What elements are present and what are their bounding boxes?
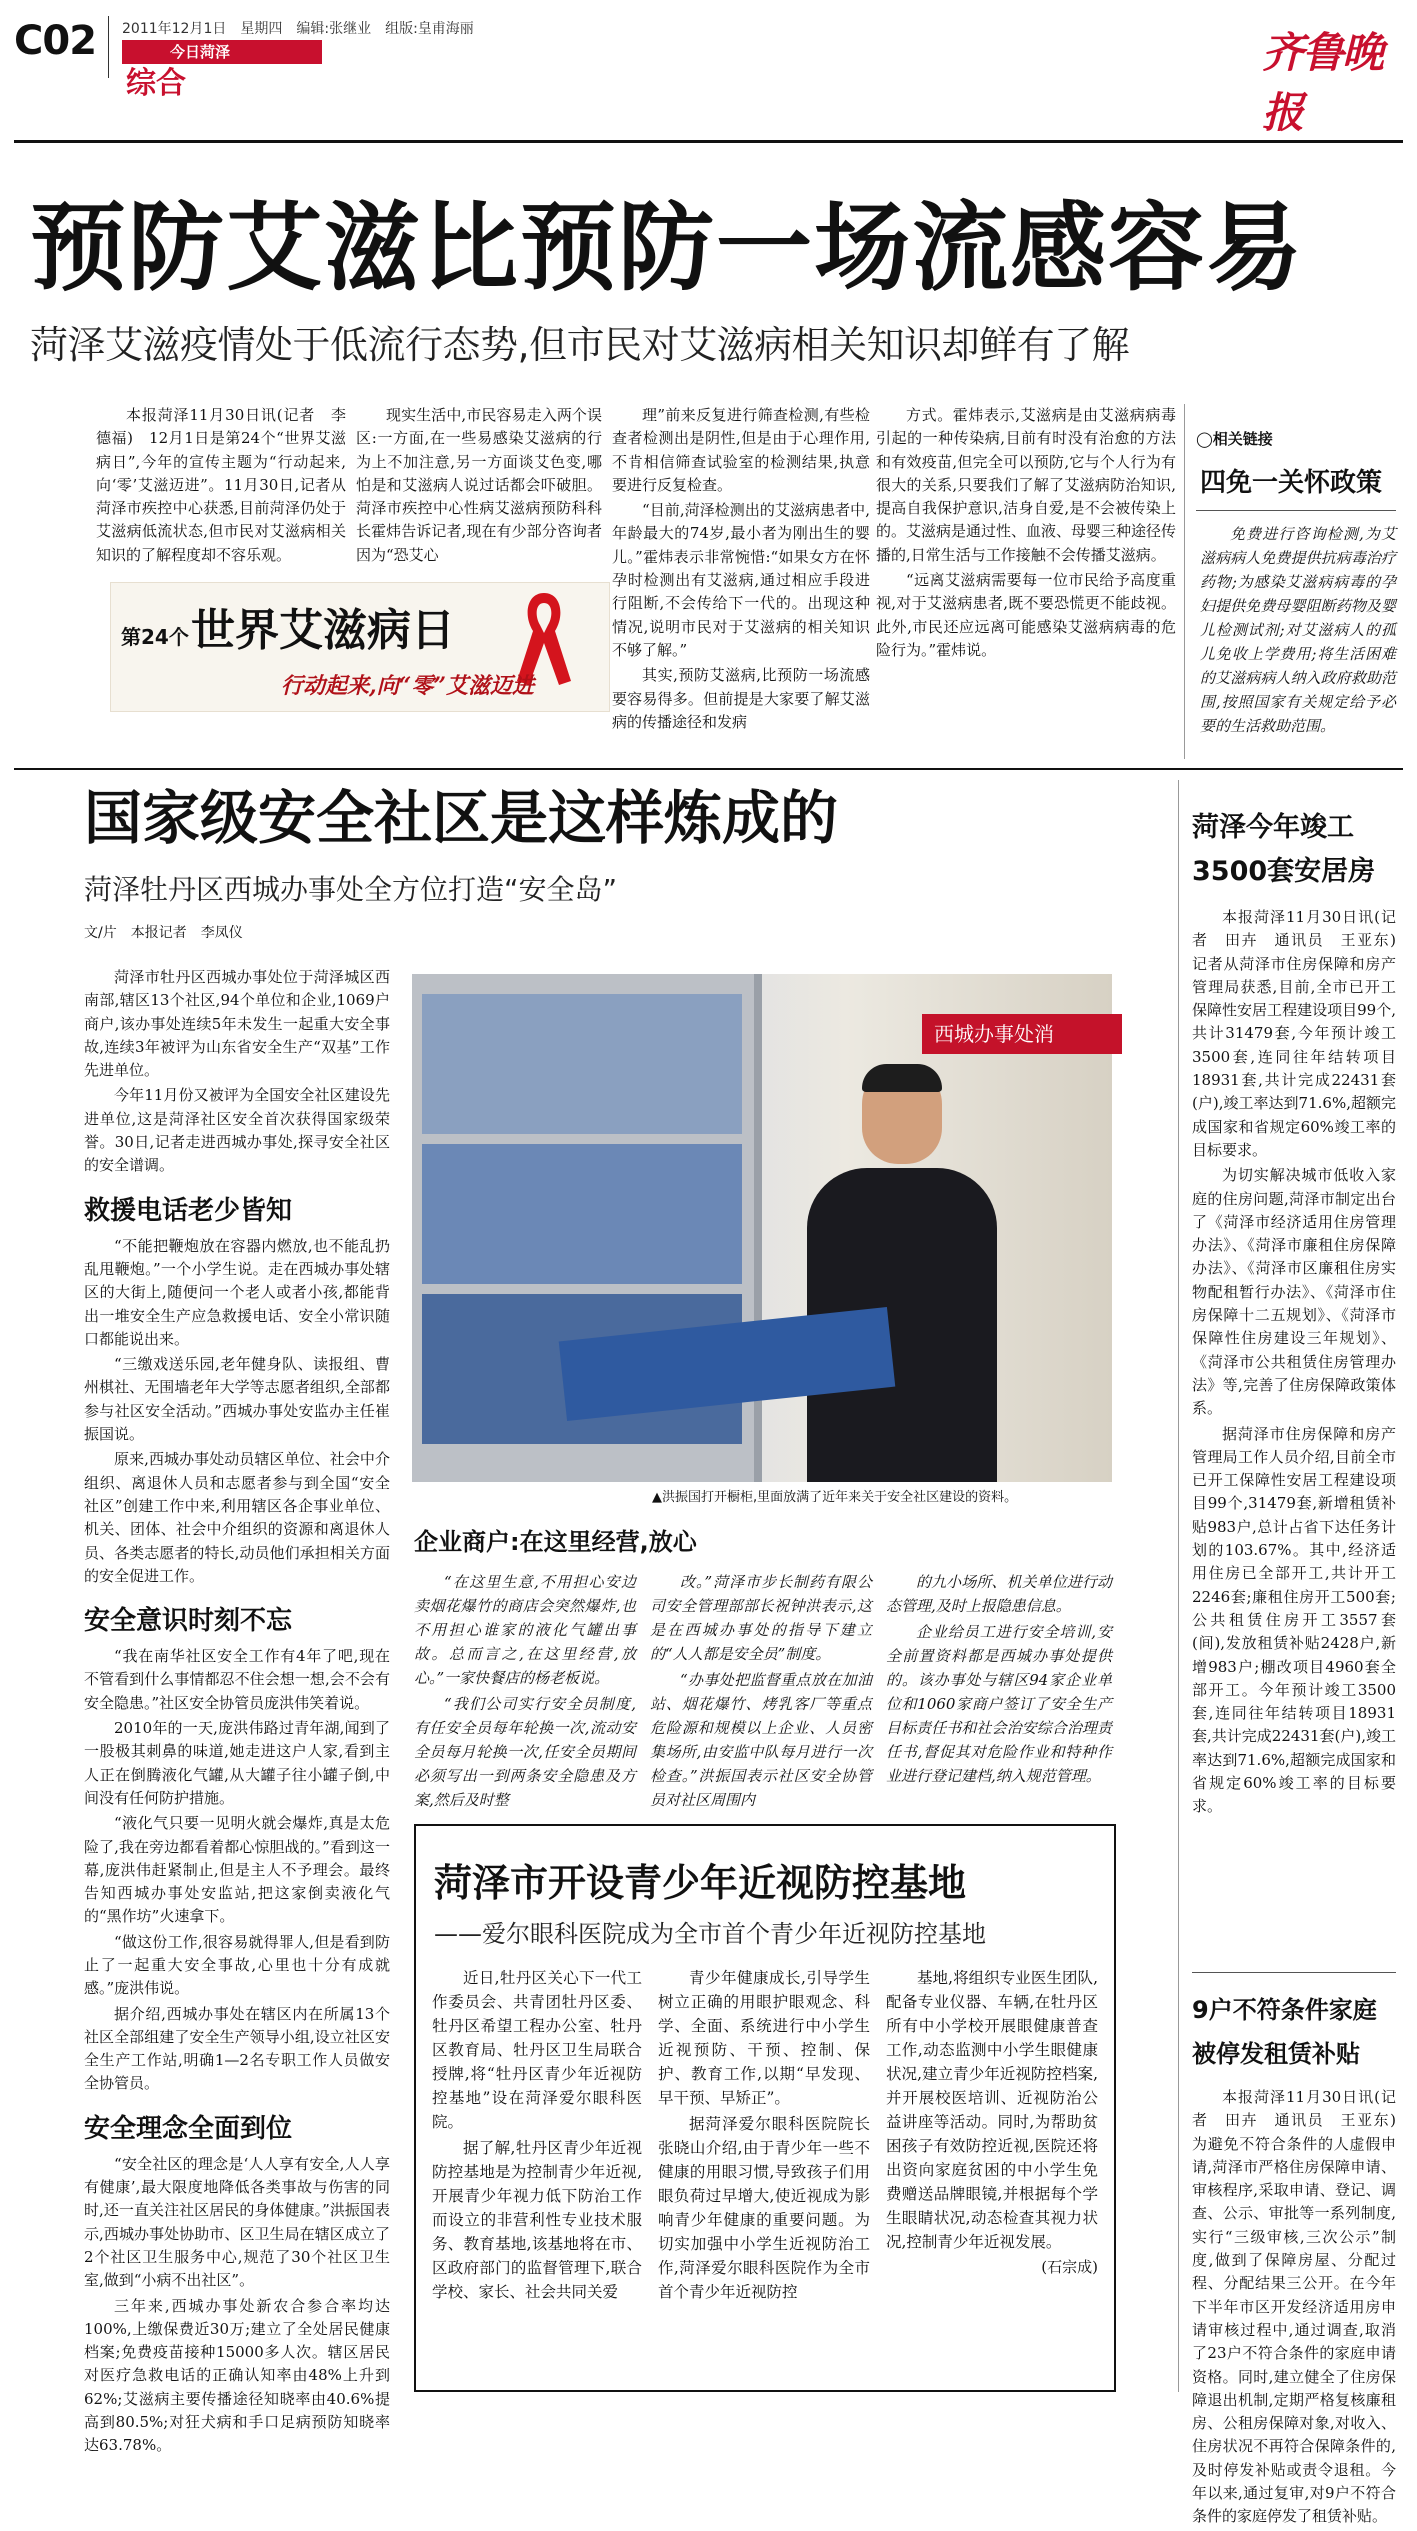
community-paragraph: 2010年的一天,庞洪伟路过青年湖,闻到了一股极其刺鼻的味道,她走进这户人家,看到主人正在倒腾液化气罐,从大罐子往小罐子倒,中间没有任何防护措施。 bbox=[84, 1719, 390, 1807]
community-paragraph: 据介绍,西城办事处在辖区内在所属13个社区全部组建了安全生产领导小组,设立社区安全生产工作站,明确1—2名专职工作人员做安全协管员。 bbox=[84, 2004, 390, 2093]
myopia-column-3 bbox=[886, 1966, 1098, 2277]
header-rule bbox=[14, 140, 1403, 143]
related-rule bbox=[1196, 510, 1396, 511]
community-paragraph: “安全社区的理念是‘人人享有安全,人人享有健康’,最大限度地降低各类事故与伤害的同时,还一直关注社区居民的身体健康。”洪振国表示,西城办事处协助市、区卫生局在辖区成立了2个社区卫生服务中心,规范了30个社区卫生室,做到“小病不出社区”。 bbox=[84, 2154, 390, 2290]
section-tag: 今日菏泽 bbox=[122, 40, 322, 64]
community-subheading: 安全意识时刻不忘 bbox=[84, 1606, 293, 1637]
cabinet-shelf bbox=[422, 1144, 742, 1284]
myopia-subhead: ——爱尔眼科医院成为全市首个青少年近视防控基地 bbox=[434, 1920, 986, 1948]
page-number: C02 bbox=[14, 18, 97, 64]
myopia-paragraph: 基地,将组织专业医生团队,配备专业仪器、车辆,在牡丹区所有中小学校开展眼健康普查工作,动态监测中小学生眼健康状况,建立青少年近视防控档案,并开展校医培训、近视防治公益讲座等活动。同时,为帮助贫困孩子有效防控近视,医院还将出资向家庭贫困的中小学生免费赠送品牌眼镜,并根据每个学生眼睛状况,动态检查其视力状况,控制青少年近视发展。 bbox=[886, 1969, 1098, 2251]
housing-paragraph: 本报菏泽11月30日讯(记者 田卉 通讯员 王亚东) 记者从菏泽市住房保障和房产管理局获悉,目前,全市已开工保障性安居工程建设项目99个,共计31479套,今年预计竣工3500套,连同往年结转项目18931套,共计完成22431套(户),竣工率达到71.6%,超额完成国家和省规定60%竣工率的目标要求。 bbox=[1192, 908, 1412, 1159]
banner-title: 世界艾滋病日 bbox=[191, 605, 455, 656]
lead-paragraph: 其实,预防艾滋病,比预防一场流感要容易得多。但前提是大家要了解艾滋病的传播途径和发病 bbox=[612, 666, 870, 731]
related-title: 四免一关怀政策 bbox=[1200, 468, 1383, 498]
office-sign: 西城办事处消 bbox=[922, 1014, 1122, 1054]
lead-column-3 bbox=[612, 404, 870, 736]
community-subheading: 安全理念全面到位 bbox=[84, 2113, 293, 2144]
merchant-paragraph: “在这里生意,不用担心安边卖烟花爆竹的商店会突然爆炸,也不用担心谁家的液化气罐出事故。总而言之,在这里经营,放心。”一家快餐店的杨老板说。 bbox=[414, 1573, 636, 1687]
myopia-author: (石宗成) bbox=[1041, 2258, 1098, 2276]
banner-slogan: 行动起来,向“零”艾滋迈进 bbox=[281, 673, 534, 699]
lead-paragraph: 现实生活中,市民容易走入两个误区:一方面,在一些易感染艾滋病的行为上不加注意,另一方面谈艾色变,哪怕是和艾滋病人说过话都会吓破胆。菏泽市疾控中心性病艾滋病预防科科长霍炜告诉记者,现在有少部分咨询者因为“恐艾心 bbox=[356, 406, 602, 564]
merchant-paragraph: “我们公司实行安全员制度,有任安全员每年轮换一次,流动安全员每月轮换一次,任安全员期间必须写出一到两条安全隐患及方案,然后及时整 bbox=[414, 1695, 636, 1809]
community-paragraph: “不能把鞭炮放在容器内燃放,也不能乱扔乱甩鞭炮。”一个小学生说。走在西城办事处辖区的大街上,随便问一个老人或者小孩,都能背出一堆安全生产应急救援电话、安全小常识随口都能说出来。 bbox=[84, 1236, 390, 1348]
myopia-paragraph: 据菏泽爱尔眼科医院院长张晓山介绍,由于青少年一些不健康的用眼习惯,导致孩子们用眼负荷过早增大,使近视成为影响青少年健康的重要问题。为切实加强中小学生近视防治工作,菏泽爱尔眼科医院作为全市首个青少年近视防控 bbox=[658, 2115, 870, 2301]
lead-paragraph: 本报菏泽11月30日讯(记者 李德福) 12月1日是第24个“世界艾滋病日”,今年的宣传主题为“行动起来,向‘零’艾滋迈进”。11月30日,记者从菏泽市疾控中心获悉,目前菏泽仍处于艾滋病低流状态,但市民对艾滋病相关知识的了解程度却不容乐观。 bbox=[96, 406, 346, 564]
community-subhead: 菏泽牡丹区西城办事处全方位打造“安全岛” bbox=[84, 873, 618, 906]
lead-paragraph: “目前,菏泽检测出的艾滋病患者中,年龄最大的74岁,最小者为刚出生的婴儿。”霍炜表示非常惋惜:“如果女方在怀孕时检测出有艾滋病,通过相应手段进行阻断,不会传给下一代的。出现这种情况,说明市民对于艾滋病的相关知识不够了解。” bbox=[612, 501, 870, 659]
lead-subhead: 菏泽艾滋疫情处于低流行态势,但市民对艾滋病相关知识却鲜有了解 bbox=[30, 323, 1130, 367]
lead-headline: 预防艾滋比预防一场流感容易 bbox=[30, 192, 1304, 304]
lead-column-1 bbox=[96, 404, 346, 569]
housing-paragraph: 为切实解决城市低收入家庭的住房问题,菏泽市制定出台了《菏泽市经济适用住房管理办法》、《菏泽市廉租住房保障办法》、《菏泽市区廉租住房实物配租暂行办法》、《菏泽市住房保障十二五规划》、《菏泽市保障性住房建设三年规划》、《菏泽市公共租赁住房管理办法》等,完善了住房保障政策体系。 bbox=[1192, 1166, 1396, 1418]
community-left-column bbox=[84, 966, 390, 2460]
related-paragraph: 免费进行咨询检测,为艾滋病病人免费提供抗病毒治疗药物;为感染艾滋病病毒的孕妇提供免费母婴阻断药物及婴儿检测试剂;对艾滋病人的孤儿免收上学费用;将生活困难的艾滋病病人纳入政府救助范围,按照国家有关规定给予必要的生活救助范围。 bbox=[1200, 525, 1396, 735]
merchant-column-3 bbox=[886, 1570, 1112, 1790]
myopia-paragraph: 近日,牡丹区关心下一代工作委员会、共青团牡丹区委、牡丹区希望工程办公室、牡丹区教育局、牡丹区卫生局联合授牌,将“牡丹区青少年近视防控基地”设在菏泽爱尔眼科医院。 bbox=[432, 1969, 642, 2131]
merchant-column-2 bbox=[650, 1570, 872, 1814]
merchant-paragraph: 的九小场所、机关单位进行动态管理,及时上报隐患信息。 bbox=[886, 1573, 1112, 1615]
community-paragraph: 菏泽市牡丹区西城办事处位于菏泽城区西南部,辖区13个社区,94个单位和企业,1069户商户,该办事处连续5年未发生一起重大安全事故,连续3年被评为山东省安全生产“双基”工作先进单位。 bbox=[84, 968, 390, 1080]
newspaper-logo: 齐鲁晚报 bbox=[1262, 28, 1383, 137]
cabinet-shelf bbox=[422, 994, 742, 1134]
banner-small-text: 第24个 bbox=[121, 625, 189, 649]
community-headline: 国家级安全社区是这样炼成的 bbox=[84, 784, 839, 852]
housing-title-2: 3500套安居房 bbox=[1192, 856, 1376, 887]
related-tag bbox=[1196, 428, 1273, 449]
myopia-paragraph: 青少年健康成长,引导学生树立正确的用眼护眼观念、科学、全面、系统进行中小学生近视预防、干预、控制、保护、教育工作,以期“早发现、早干预、早矫正”。 bbox=[658, 1969, 870, 2107]
lead-paragraph: 方式。霍炜表示,艾滋病是由艾滋病病毒引起的一种传染病,目前有时没有治愈的方法和有效疫苗,但完全可以预防,它与个人行为有很大的关系,只要我们了解了艾滋病防治知识,提高自我保护意识,洁身自爱,是不会被传染上的。艾滋病是通过性、血液、母婴三种途径传播的,日常生活与工作接触不会传播艾滋病。 bbox=[876, 406, 1177, 564]
aids-day-banner bbox=[110, 582, 610, 712]
issue-info: 2011年12月1日 星期四 编辑:张继业 组版:皇甫海丽 bbox=[122, 21, 474, 37]
myopia-paragraph: 据了解,牡丹区青少年近视防控基地是为控制青少年近视,开展青少年视力低下防治工作而设立的非营利性专业技术服务、教育基地,该基地将在市、区政府部门的监督管理下,联合学校、家长、社会共同关爱 bbox=[432, 2139, 642, 2301]
section-name: 综合 bbox=[126, 66, 186, 101]
lead-sidebar-divider bbox=[1184, 404, 1185, 759]
bullet-icon: ◯ bbox=[1196, 430, 1213, 448]
sidebar-divider bbox=[1178, 780, 1179, 2392]
merchant-paragraph: “办事处把监督重点放在加油站、烟花爆竹、烤乳客厂等重点危险源和规模以上企业、人员密集场所,由安监中队每月进行一次检查。”洪振国表示社区安全协管员对社区周围内 bbox=[650, 1671, 872, 1809]
community-paragraph: 三年来,西城办事处新农合参合率均达100%,上缴保费近30万;建立了全处居民健康档案;免费疫苗接种15000多人次。辖区居民对医疗急救电话的正确认知率由48%上升到62%;艾滋病主要传播途径知晓率由40.6%提高到80.5%;对狂犬病和手口足病预防知晓率达63.78%。 bbox=[84, 2296, 390, 2455]
photo-caption: ▲洪振国打开橱柜,里面放满了近年来关于安全社区建设的资料。 bbox=[652, 1490, 1018, 1505]
myopia-column-1 bbox=[432, 1966, 642, 2306]
subsidy-body bbox=[1192, 2086, 1412, 2529]
related-tag-text: 相关链接 bbox=[1212, 430, 1273, 448]
related-body bbox=[1200, 522, 1396, 740]
housing-title-1: 菏泽今年竣工 bbox=[1192, 812, 1354, 843]
community-paragraph: “液化气只要一见明火就会爆炸,真是太危险了,我在旁边都看着都心惊胆战的。”看到这一幕,庞洪伟赶紧制止,但是主人不予理会。最终告知西城办事处安监站,把这家倒卖液化气的“黑作坊”火速拿下。 bbox=[84, 1814, 390, 1926]
community-paragraph: 原来,西城办事处动员辖区单位、社会中介组织、离退休人员和志愿者参与到全国“安全社区”创建工作中来,利用辖区各企事业单位、机关、团体、社会中介组织的资源和离退休人员、各类志愿者的特长,动员他们承担相关方面的安全促进工作。 bbox=[84, 1450, 390, 1585]
header-divider bbox=[108, 16, 109, 78]
man-figure bbox=[807, 1064, 997, 1482]
subsidy-paragraph: 本报菏泽11月30日讯(记者 田卉 通讯员 王亚东) 为避免不符合条件的人虚假申请,菏泽市严格住房保障申请、审核程序,采取申请、登记、调查、公示、审批等一系列制度,实行“三级审核,三次公示”制度,做到了保障房屋、分配过程、分配结果三公开。在今年下半年市区开发经济适用房申请审核过程中,通过调查,取消了23户不符合条件的家庭申请资格。同时,建立健全了住房保障退出机制,定期严格复核廉租房、公租房保障对象,对收入、住房状况不再符合保障条件的,及时停发补贴或责令退租。今年以来,通过复审,对9户不符合条件的家庭停发了租赁补贴。 bbox=[1192, 2088, 1412, 2526]
myopia-column-2 bbox=[658, 1966, 870, 2306]
housing-story bbox=[1192, 806, 1412, 1821]
merchant-paragraph: 企业给员工进行安全培训,安全前置资料都是西城办事处提供的。该办事处与辖区94家企业单位和1060家商户签订了安全生产目标责任书和社会治安综合治理责任书,督促其对危险作业和特种作业进行登记建档,纳入规范管理。 bbox=[886, 1623, 1112, 1785]
lead-column-4 bbox=[876, 404, 1176, 664]
office-photo bbox=[412, 974, 1112, 1482]
community-subheading: 救援电话老少皆知 bbox=[84, 1195, 293, 1226]
myopia-headline: 菏泽市开设青少年近视防控基地 bbox=[434, 1861, 967, 1905]
myopia-box bbox=[414, 1824, 1116, 2392]
lead-column-2 bbox=[356, 404, 602, 569]
subsidy-title-2: 被停发租赁补贴 bbox=[1192, 2040, 1360, 2068]
subsidy-story bbox=[1192, 1988, 1412, 2531]
housing-paragraph: 据菏泽市住房保障和房产管理局工作人员介绍,目前全市已开工保障性安居工程建设项目99个,31479套,新增租赁补贴983户,总计占省下达任务计划的103.67%。其中,经济适用住房已全部开工,共计开工2246套;廉租住房开工500套;公共租赁住房开工3557套(间),发放租赁补贴2428户,新增983户;棚改项目4960套全部开工。今年预计竣工3500套,连同往年结转项目18931套,共计完成22431套(户),竣工率达到71.6%,超额完成国家和省规定60%竣工率的目标要求。 bbox=[1192, 1424, 1396, 1816]
community-byline: 文/片 本报记者 李凤仪 bbox=[84, 925, 243, 941]
merchant-heading: 企业商户:在这里经营,放心 bbox=[414, 1528, 697, 1556]
lead-paragraph: 理”前来反复进行筛查检测,有些检查者检测出是阴性,但是由于心理作用,不肯相信筛查试验室的检测结果,执意要进行反复检查。 bbox=[612, 406, 870, 494]
community-paragraph: “做这份工作,很容易就得罪人,但是看到防止了一起重大安全事故,心里也十分有成就感。”庞洪伟说。 bbox=[84, 1932, 390, 1998]
subsidy-title-1: 9户不符条件家庭 bbox=[1192, 1996, 1377, 2024]
lead-paragraph: “远离艾滋病需要每一位市民给予高度重视,对于艾滋病患者,既不要恐慌更不能歧视。此外,市民还应远离可能感染艾滋病病毒的危险行为。”霍炜说。 bbox=[876, 571, 1176, 659]
merchant-paragraph: 改。”菏泽市步长制药有限公司安全管理部部长祝钟洪表示,这是在西城办事处的指导下建立的“人人都是安全员”制度。 bbox=[650, 1573, 872, 1663]
community-paragraph: “三缴戏送乐园,老年健身队、读报组、曹州棋社、无围墙老年大学等志愿者组织,全部都参与社区安全活动。”西城办事处安监办主任崔振国说。 bbox=[84, 1355, 390, 1444]
merchant-column-1 bbox=[414, 1570, 636, 1814]
community-paragraph: 今年11月份又被评为全国安全社区建设先进单位,这是菏泽社区安全首次获得国家级荣誉。30日,记者走进西城办事处,探寻安全社区的安全谱调。 bbox=[84, 1086, 390, 1175]
sidebar-rule bbox=[1192, 1972, 1396, 1973]
community-paragraph: “我在南华社区安全工作有4年了吧,现在不管看到什么事情都忍不住会想一想,会不会有安全隐患。”社区安全协管员庞洪伟笑着说。 bbox=[84, 1647, 390, 1712]
housing-body bbox=[1192, 906, 1412, 1819]
section-rule bbox=[14, 768, 1403, 770]
